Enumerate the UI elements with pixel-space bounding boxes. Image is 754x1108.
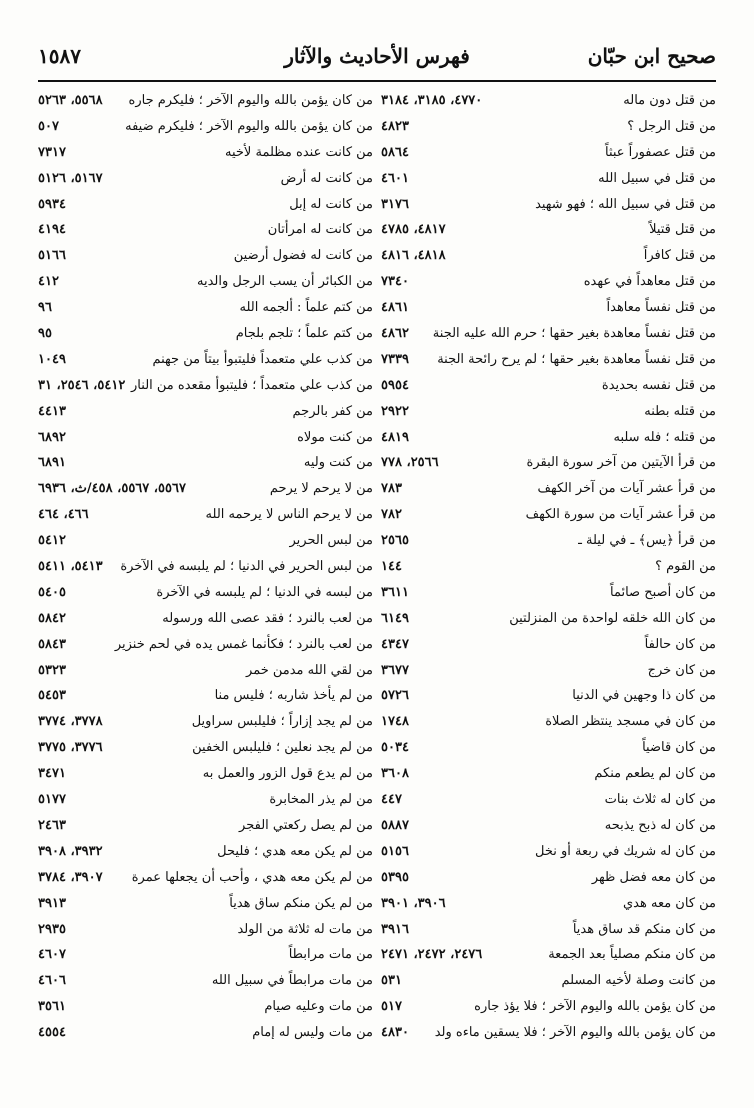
entry-reference: ٦٨٩٢ [38,429,66,445]
entry-text: من كان معه فضل ظهر [591,869,716,885]
entry-reference: ٣٥٦١ [38,999,66,1015]
entry-reference: ٤١٩٤ [38,222,66,238]
entry-reference: ٤٨٦١ [381,300,409,316]
entry-text: من مات مرابطاً [288,947,373,963]
entry-reference: ٥٧٢٦ [381,688,409,704]
entry-reference: ٤٨١٨، ٤٨١٦ [381,248,446,264]
entry-text: من قتل دون ماله [623,93,716,108]
index-entry [381,683,716,709]
index-entry [38,140,373,166]
entry-reference: ٣٩٣٢، ٣٩٠٨ [38,843,103,859]
left-column [38,88,373,1046]
index-entry [38,295,373,321]
entry-reference: ٥٨٨٧ [381,817,409,833]
index-entry [381,450,716,476]
entry-reference: ٢٥٦٥ [381,533,409,549]
entry-reference: ٥١٧٧ [38,792,66,808]
entry-text: من مات وعليه صيام [264,999,373,1015]
entry-text: من لم يكن معه هدي ؛ فليحل [217,843,373,859]
entry-reference: ٤٨١٧، ٤٧٨٥ [381,222,446,238]
entry-reference: ٤٨٦٢ [381,326,409,342]
index-entry [38,891,373,917]
entry-reference: ٤٥٥٤ [38,1025,66,1041]
entry-reference: ٤٦٠١ [381,170,409,186]
entry-reference: ٢٤٧٦، ٢٤٧٢، ٢٤٧١ [381,947,483,963]
index-entry [381,632,716,658]
entry-text: من كان يؤمن بالله واليوم الآخر ؛ فلا يسقين ماءه ولد [434,1025,716,1041]
entry-reference: ٦٨٩١ [38,455,66,471]
index-entry [381,658,716,684]
entry-text: من لم يأخذ شاربه ؛ فليس منا [214,688,373,704]
entry-text: من كان خرج [647,662,716,678]
index-entry [381,813,716,839]
index-entry [381,114,716,140]
index-entry [38,373,373,399]
index-entry [381,761,716,787]
entry-text: من كنت وليه [303,455,373,471]
entry-text: من لعب بالنرد ؛ فكأنما غمس يده في لحم خنزير [114,636,373,652]
index-entry [381,399,716,425]
entry-reference: ٥٣٩٥ [381,869,409,885]
entry-text: من لم يجد إزاراً ؛ فليلبس سراويل [191,714,373,730]
index-entry [381,942,716,968]
index-entry [38,709,373,735]
entry-reference: ٢٤٦٣ [38,817,66,833]
entry-text: من قتل نفساً معاهداً [606,300,716,316]
index-entry [38,942,373,968]
index-entry [38,632,373,658]
entry-reference: ٧٣١٧ [38,144,66,160]
entry-text: من قتله ؛ فله سلبه [613,429,716,445]
entry-reference: ٣٩٠٦، ٣٩٠١ [381,895,446,911]
entry-reference: ٥٤١٢ [38,533,66,549]
entry-text: من كان في مسجد ينتظر الصلاة [545,714,716,730]
entry-text: من كفر بالرجم [292,403,373,419]
entry-text: من مات له ثلاثة من الولد [237,921,373,937]
entry-reference: ٧٨٢ [381,507,402,523]
entry-text: من كان يؤمن بالله واليوم الآخر ؛ فليكرم ضيفه [125,118,373,134]
entry-text: من كان حالفاً [644,636,716,652]
index-entry [381,709,716,735]
index-entry [38,1020,373,1046]
entry-text: من قتل نفساً معاهدة بغير حقها ؛ لم يرح رائحة الجنة [437,351,716,367]
index-entry [38,217,373,243]
entry-text: من كنت مولاه [297,429,373,445]
entry-reference: ٤١٢ [38,274,59,290]
entry-text: من مات وليس له إمام [252,1025,373,1041]
entry-text: من كان له شريك في ربعة أو نخل [535,843,716,859]
entry-reference: ٤٨٣٠ [381,1025,409,1041]
entry-reference: ٣٦٧٧ [381,662,409,678]
entry-reference: ٤٣٤٧ [381,636,409,652]
entry-reference: ٣٤٧١ [38,766,66,782]
entry-text: من قتل الرجل ؟ [627,118,716,134]
entry-reference: ٣٧٧٨، ٣٧٧٤ [38,714,103,730]
entry-reference: ٤٨٢٣ [381,118,409,134]
index-entry [381,865,716,891]
entry-reference: ٥٩٥٤ [381,377,409,393]
page-header [38,40,716,80]
index-entry [38,269,373,295]
entry-reference: ٣٦٠٨ [381,766,409,782]
index-entry [381,1020,716,1046]
index-entry [38,606,373,632]
entry-text: من لم يكن منكم ساق هدياً [229,895,373,911]
entry-reference: ٩٦ [38,300,52,316]
index-entry [38,114,373,140]
index-entry [38,166,373,192]
entry-reference: ٤٦٦، ٤٦٤ [38,507,89,523]
index-entry [381,347,716,373]
index-entry [38,787,373,813]
entry-reference: ٧٨٣ [381,481,402,497]
index-entry [381,476,716,502]
index-entry [381,528,716,554]
entry-text: من مات مرابطاً في سبيل الله [211,973,373,989]
entry-text: من قتله بطنه [644,403,716,419]
entry-reference: ٤٦٠٧ [38,947,66,963]
entry-text: من قتل معاهداً في عهده [583,274,716,290]
entry-text: من كان أصبح صائماً [609,584,716,600]
index-entry [38,580,373,606]
entry-reference: ٥٣٢٣ [38,662,66,678]
entry-text: من كان يؤمن بالله واليوم الآخر ؛ فليكرم جاره [128,93,373,108]
index-entry [38,865,373,891]
index-entry [381,295,716,321]
right-column [381,88,716,1046]
entry-reference: ٦١٤٩ [381,610,409,626]
index-entry [38,554,373,580]
entry-reference: ٢٩٢٢ [381,403,409,419]
entry-text: من لعب بالنرد ؛ فقد عصى الله ورسوله [162,610,373,626]
index-entry [381,217,716,243]
index-entry [38,683,373,709]
index-entry [381,968,716,994]
index-entry [38,528,373,554]
index-entry [38,968,373,994]
index-entry [381,243,716,269]
entry-reference: ٥١٧ [381,999,402,1015]
index-entry [38,502,373,528]
index-entry [38,347,373,373]
index-entry [381,373,716,399]
entry-text: من كان له ذبح يذبحه [604,817,716,833]
entry-text: من كانت له امرأتان [267,222,373,238]
entry-text: من كانت له أرض [280,170,373,186]
entry-text: من القوم ؟ [655,559,716,575]
entry-text: من كان له ثلاث بنات [604,792,716,808]
header-rule [38,80,716,82]
entry-reference: ٣١٧٦ [381,196,409,212]
page-number: ١٥٨٧ [38,44,81,68]
entry-text: من كانت عنده مظلمة لأخيه [225,144,373,160]
index-columns [38,88,716,1068]
entry-reference: ٥٥٦٨، ٥٢٦٣ [38,93,103,108]
index-entry [381,192,716,218]
entry-reference: ٢٥٦٦، ٧٧٨ [381,455,439,471]
entry-reference: ٥١٦٦ [38,248,66,264]
entry-reference: ٥٣١ [381,973,402,989]
entry-text: من قرأ ﴿يس﴾ ـ في ليلة ـ [578,533,716,549]
entry-text: من كان لم يطعم منكم [594,766,716,782]
entry-text: من لا يرحم الناس لا يرحمه الله [205,507,373,523]
entry-reference: ٥٠٣٤ [381,740,409,756]
index-entry [38,994,373,1020]
entry-text: من كانت له فضول أرضين [233,248,373,264]
index-entry [38,476,373,502]
entry-text: من كان ذا وجهين في الدنيا [572,688,716,704]
index-entry [38,658,373,684]
index-entry [38,425,373,451]
entry-text: من لم يجد نعلين ؛ فليلبس الخفين [192,740,373,756]
index-entry [381,321,716,347]
index-entry [381,502,716,528]
entry-text: من كان قاضياً [642,740,716,756]
entry-reference: ١٠٤٩ [38,351,66,367]
index-entry [381,917,716,943]
entry-reference: ٣٩٠٧، ٣٧٨٤ [38,869,103,885]
entry-reference: ٥٨٤٢ [38,610,66,626]
index-title: فهرس الأحاديث والآثار [284,44,470,68]
entry-reference: ٥٥٦٧، ٥٥٦٧، ٤٥٨/ث، ٦٩٣٦ [38,481,186,497]
entry-reference: ٣٦١١ [381,584,409,600]
index-entry [381,269,716,295]
entry-reference: ٤٨١٩ [381,429,409,445]
entry-text: من قرأ عشر آيات من آخر الكهف [537,481,716,497]
entry-reference: ٤٧٧٠، ٣١٨٥، ٣١٨٤ [381,93,483,108]
entry-text: من الكبائر أن يسب الرجل والديه [197,274,373,290]
entry-reference: ١٤٤ [381,559,402,575]
entry-text: من كانت له إبل [289,196,373,212]
index-entry [38,243,373,269]
entry-text: من قتل قتيلاً [649,222,716,238]
index-entry [381,787,716,813]
entry-reference: ٣٧٧٦، ٣٧٧٥ [38,740,103,756]
entry-reference: ٥٤١٢، ٢٥٤٦، ٣١ [38,377,126,393]
entry-reference: ٢٩٣٥ [38,921,66,937]
index-entry [381,166,716,192]
entry-text: من قتل نفساً معاهدة بغير حقها ؛ حرم الله عليه الجنة [432,326,716,342]
index-entry [38,192,373,218]
index-entry [38,917,373,943]
entry-text: من كذب علي متعمداً ؛ فليتبوأ مقعده من النار [131,377,373,393]
entry-text: من لبسه في الدنيا ؛ لم يلبسه في الآخرة [156,584,373,600]
index-entry [381,140,716,166]
entry-text: من قتل نفسه بحديدة [601,377,716,393]
index-entry [381,580,716,606]
index-entry [381,839,716,865]
index-entry [38,321,373,347]
entry-text: من كتم علماً ؛ تلجم بلجام [235,326,373,342]
entry-reference: ٥٤٠٥ [38,584,66,600]
entry-text: من لبس الحرير في الدنيا ؛ لم يلبسه في الآخرة [120,559,373,575]
entry-text: من كان يؤمن بالله واليوم الآخر ؛ فلا يؤذ جاره [474,999,716,1015]
entry-text: من قرأ الآيتين من آخر سورة البقرة [526,455,716,471]
index-entry [38,399,373,425]
entry-text: من كان منكم قد ساق هدياً [572,921,716,937]
entry-text: من لا يرحم لا يرحم [269,481,373,497]
entry-reference: ٣٩١٣ [38,895,66,911]
entry-text: من كان الله خلقه لواحدة من المنزلتين [509,610,716,626]
entry-text: من لم يذر المخابرة [269,792,373,808]
index-entry [381,606,716,632]
entry-reference: ٧٣٤٠ [381,274,409,290]
entry-text: من قتل في سبيل الله ؛ فهو شهيد [535,196,716,212]
entry-text: من كذب علي متعمداً فليتبوأ بيتاً من جهنم [152,351,373,367]
index-entry [38,761,373,787]
index-entry [38,735,373,761]
index-entry [381,554,716,580]
entry-reference: ٥٤٥٣ [38,688,66,704]
entry-reference: ٥١٥٦ [381,843,409,859]
index-entry [381,88,716,114]
entry-reference: ٥٨٦٤ [381,144,409,160]
entry-text: من لم يدع قول الزور والعمل به [202,766,373,782]
index-entry [38,88,373,114]
entry-text: من لم يصل ركعتي الفجر [239,817,373,833]
entry-text: من لقي الله مدمن خمر [246,662,373,678]
entry-text: من قتل كافراً [643,248,716,264]
entry-text: من كانت وصلة لأخيه المسلم [561,973,716,989]
entry-text: من كتم علماً : ألجمه الله [239,300,373,316]
entry-text: من كان منكم مصلياً بعد الجمعة [548,947,716,963]
index-entry [38,450,373,476]
entry-reference: ٥٠٧ [38,118,59,134]
entry-text: من لبس الحرير [289,533,373,549]
entry-reference: ٤٤١٣ [38,403,66,419]
index-entry [38,839,373,865]
entry-reference: ١٧٤٨ [381,714,409,730]
entry-text: من لم يكن معه هدي ، وأحب أن يجعلها عمرة [131,869,373,885]
index-entry [381,735,716,761]
entry-reference: ٥٩٣٤ [38,196,66,212]
entry-text: من كان معه هدي [622,895,716,911]
index-entry [381,994,716,1020]
index-entry [381,425,716,451]
book-title: صحيح ابن حبّان [587,44,716,68]
entry-reference: ٤٤٧ [381,792,402,808]
entry-text: من قتل في سبيل الله [598,170,716,186]
index-entry [38,813,373,839]
entry-text: من قرأ عشر آيات من سورة الكهف [525,507,716,523]
entry-reference: ٥٨٤٣ [38,636,66,652]
index-entry [381,891,716,917]
entry-text: من قتل عصفوراً عبثاً [604,144,716,160]
entry-reference: ٧٣٣٩ [381,351,409,367]
entry-reference: ٣٩١٦ [381,921,409,937]
entry-reference: ٥٤١٣، ٥٤١١ [38,559,103,575]
entry-reference: ٥١٦٧، ٥١٢٦ [38,170,103,186]
entry-reference: ٩٥ [38,326,52,342]
entry-reference: ٤٦٠٦ [38,973,66,989]
